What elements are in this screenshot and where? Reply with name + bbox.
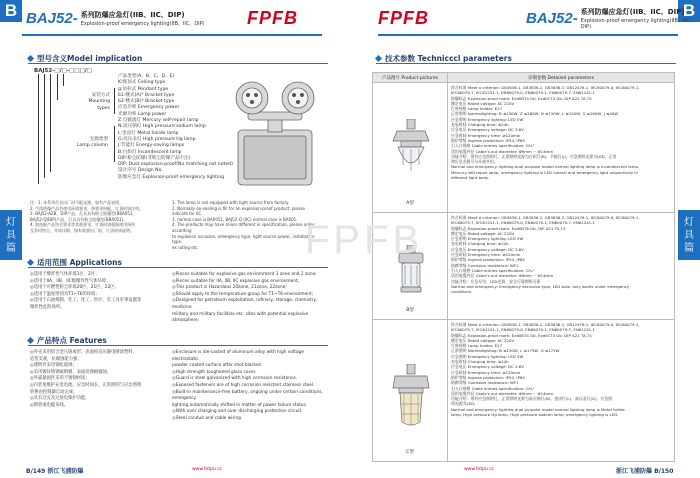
note-line: BAJ52-Q(DIP)产品，灯具具有粉尘防爆型(BBA051)。 [30,216,128,222]
param-line: 正常照明 Normallighting: B ≤150W, Z ≤160W, N ≤150W, L ≤150W, G ≤160W, J ≤40W [451,111,619,117]
sidebar-char: 灯 [6,216,16,228]
model-bracket [44,74,45,178]
feature-item: ◎Enclosure is die-casted of aluminum alloy with high voltage electrostatic [172,350,304,362]
param-line: 充电时间 Charging time: ≤24h [451,359,509,365]
param-line: 功能介绍：带有应急照明灯，正常照明光源为白炽灯(B)、节能灯(J)，应急照明光源为LED，正常 [451,153,617,159]
scope-item: ◎适用于石油炼制、化工、化工、医疗、军工及军事设施等 [30,298,142,304]
param-line: 防护等级 Ingress protection: IP54, IP65 [451,137,525,143]
sidebar-char: 具 [6,229,16,241]
param-line: 符合标准 Meet a criterion: GB3836.1, GB3836.2, GB3836.3, GB12476.1, IEC60079-0, IEC60079-1, [451,85,640,90]
param-line: IEC60079-7, IEC61241-1, EN60079-0, EN60079-1, EN60079-7, EN61241-1 [451,220,596,226]
param-line: 应急电压 Emergency voltage: DC 3.6V [451,246,524,252]
series-name-cn: 系列防爆应急灯(IIB、IIC、DIP) [580,7,685,16]
param-line: 额定电压 Rated voltage: AC 220V [451,337,515,343]
header-left [26,3,205,33]
param-line: 额定电压 Rated voltage: AC 220V [451,100,515,106]
table-row [373,83,674,213]
notes-en [172,200,322,250]
section-rule [28,267,328,268]
sidebar-char: 具 [684,229,694,241]
model-bracket [50,74,51,172]
param-line: 适用电缆外径 Cable's out diameter: Φ9mm ~ Φ14mm [451,390,554,396]
param-line: 防腐等级 Corrosion resistance: WF1 [451,380,519,386]
param-line: 引入口规格 Cable entries specification: G¾" [451,385,535,391]
param-line: 应急照明 Emergency lighting: LED 5W [451,236,524,242]
param-line: Normal and emergency: lighting dual purpose model normal lighting lamp is Metal halide [451,406,625,412]
parameters-table [372,72,675,462]
header-rule [22,34,322,36]
param-line: 应急照明 Emergency lighting: LED 5W [451,353,524,359]
scope-item: military and military facilities etc. sites with potential explosive atmosphere. [172,311,309,324]
param-line: 应急时间 Emergency time: ≥120min [451,132,521,138]
section-title-features: 产品特点 Features [28,335,107,346]
features-list-en [172,350,327,423]
detail-cell [448,213,674,319]
detail-cell [448,320,674,461]
feature-item: ◎Guard is steel galvanized with high corrosion resistance. [172,376,298,382]
scope-item: 爆炸性危险场所。 [30,304,65,310]
page-tab-right: B [678,0,700,22]
sidebar-char: 篇 [6,242,16,254]
param-line: 应急时间 Emergency time: ≥120min [451,369,521,375]
section-title-tech: 技术参数 Technicccl parameters [376,53,512,64]
param-line: 符合标准 Meet a criterion: GB3836.1, GB3836.2, GB3836.3, GB12476.1, IEC60079-0, IEC60079-1, [451,215,640,220]
diamond-icon [375,55,382,62]
model-line: Z:自镇流灯 Mercury self-repair lamp [118,118,199,124]
watermark: FPFB [305,218,424,262]
param-line: 防爆标志 Explosion-proof mark: ExdIIBT6 Gb, DIP A21 TA,T4 [451,225,566,231]
param-line: lamp, High pressure Hg lamp, High pressure sodium lamp, emergency lighting is LED. [451,412,619,418]
table-row [373,320,674,461]
model-line: G:高压汞灯 High pressure Hg lamp [118,136,196,142]
scope-item: ◎Designed for petroleum exploitation, refinery, storage, chemistry, medicine [172,298,318,310]
param-line: 明光源为LED。 [451,401,479,407]
scope-list-cn [30,272,170,312]
diamond-icon [27,337,34,344]
param-line: 功能介绍：应急专用，LED光源，安全可靠照明可靠 [451,278,541,284]
group-bracket [114,88,115,114]
model-legend [118,74,238,181]
series-title: BAJ52- [26,9,78,27]
product-image-a-type [391,119,431,179]
param-line: IEC60079-7, IEC61241-1, EN60079-0, EN60079-1, EN60079-7, EN61241-1 [451,90,596,96]
param-line: Normal and emergency: Emergency exclusive type, LED bulb, only works under emergency [451,283,630,289]
feature-item: ◎Steel conduit and cable wiring. [172,415,243,421]
param-line: different light body. [451,175,489,181]
note-line: 4. 如选配产品符合要求等其他要求，订货时请根据使用场所 [30,222,136,228]
sidebar-right [678,210,700,260]
product-picture-cell [373,83,448,212]
note-line: 1. The lamp is not equipped with light source from factory. [172,200,290,205]
brand-logo: FPFB [247,8,298,28]
param-line: 适用电缆外径 Cable's out diameter: Φ9mm ~ Φ14mm [451,273,554,279]
page-tab-left: B [0,0,22,22]
product-type-name: B型 [406,308,414,313]
model-line: b2:楼式(B)* Bracket type [118,99,175,105]
param-line: 防爆标志 Explosion-proof mark: ExdIIBT4 Gb, ExdIICT4 Gb, DIP A21 TA,T4 [451,332,592,338]
model-line: K:吸顶式 Ceiling type [118,80,166,86]
param-line: 功能介绍：带有应急照明灯，正常照明光源为高压钠灯(N)、金卤灯(L)、高压汞灯(G)，应急照 [451,396,613,402]
column-header: 产品图片 Product pictures [373,73,448,82]
model-bracket [38,74,39,184]
model-code: BAJ52-□/□-□□□/□ [34,68,92,74]
model-line: 防爆应急灯 Explosion-proof emergency lighting [118,174,225,180]
param-line: 引入口规格 Cable entries specification: G¾" [451,267,535,273]
feature-item: 转换由控制器自动完成； [30,389,78,395]
footer-url-left[interactable]: www.fetpu.cc [192,467,223,472]
scope-list-en [172,272,327,325]
param-line: 引入口规格 Cable entries specification: G¾" [451,143,535,149]
product-type-name: A型 [406,201,414,206]
scope-item: ◎适用于IIA、IIB、IIC级爆炸性气体环境； [30,278,111,284]
series-title: BAJ52- [526,9,578,27]
column-header: 详细参数 Detailed parameters [528,75,594,81]
param-line: 和应急光源可分开或共用。 [451,159,498,165]
product-image-double-head [230,72,320,192]
product-picture-cell [373,320,448,461]
param-line: 适用电缆外径 Cable's out diameter: Φ9mm ~ Φ14mm [451,148,554,154]
table-header [373,73,674,83]
detail-cell [448,83,674,212]
model-line: N:高压钠灯 High pressure sodium lamp [118,124,206,130]
feature-item: ◎外壳采用铝合金压铸成形，表面经高压静电喷涂塑料， [30,350,137,355]
footer-page-right: 浙江飞浦防爆 B/150 [616,468,674,475]
note-line: 3. normal case is BA0051, BAJ52-Q (IIC) normal case is BA001. [172,216,298,222]
model-bracket [57,74,58,100]
param-line: Mercury self-repair lamp, emergency lighting is LED normal and emergency light respectively in [451,169,638,175]
model-line: B:白炽灯 Incandescent lamp [118,149,182,155]
feature-item: ◎High strength toughened glass cover. [172,369,257,375]
scope-item: ◎适用于可燃性粉尘环境20区、21区、22区； [30,285,119,291]
feature-item: lighting automatically shifted in matter of power failure status. [172,402,308,408]
product-image-c-type [391,364,431,430]
series-name-en: Explosion-proof emergency lighting(IIB、IIC、DIP) [80,20,205,27]
scope-item: ◎Should apply to the temperature group for T1~T6 environment; [172,291,314,297]
section-rule [28,345,328,346]
model-line: g:吊杆式 Pendant type [118,86,169,92]
series-name-cn: 系列防爆应急灯(IIB、IIC、DIP) [80,10,185,19]
param-line: 额定电压 Rated voltage: AC 220V [451,230,515,236]
param-line: 充电时间 Charging time: ≤24h [451,122,509,128]
model-line: 光源功率 Lamp power [118,111,167,117]
section-rule [28,63,328,64]
param-line: IEC60079-7, IEC61241-1, EN60079-0, EN60079-1, EN60079-7, EN61241-1 [451,327,596,333]
param-line: 充电时间 Charging time: ≤24h [451,241,509,247]
model-bracket [63,74,64,86]
brand-logo: FPFB [378,8,429,28]
model-line: 设计序号 Design No. [118,168,163,174]
product-type-name: C型 [406,450,414,455]
model-line: L:金卤灯 Metal halide lamp [118,130,179,136]
scope-item: ◎Pieces suitable for explosive gas environment 1 zone and 2 zone; [172,272,317,277]
note-line: 4. The products may have minor different in specification, please order according [172,222,315,233]
scope-item: ◎适用于爆炸性气体环境1区、2区； [30,272,100,277]
model-line: J:节能灯 Energy-saving lamps [118,143,185,149]
param-line: conditions. [451,289,473,295]
note-line: 注：1. 本系列灯具出厂时不配光源，如有产品说明。 [30,200,124,205]
scope-item: ◎Pieces suitable for IIA, IIB, IIC explosive gas environment; [172,278,300,284]
param-line: 灯座规格 Lamp holder: E27 [451,343,503,349]
model-line: 应急功率 Emergency power [118,105,180,111]
feature-item: ◎透明件采用钢化玻璃； [30,363,77,369]
note-line: to explosion occasion, emergency type, light source power, installation type, [172,233,315,245]
param-line: 应急电压 Emergency voltage: DC 3.6V [451,364,524,370]
feature-item: 造型美观，抗腐蚀能力强； [30,356,82,362]
feature-item: ◎Built-in maintenance-free battery, ongoing under certain conditions, emergency [172,389,323,402]
section-title-model: 型号含义Model implication [28,53,142,64]
scope-item: ◎This product is Hazardous 20zone, 21zone, 22zone; [172,285,287,291]
note-line: 3. BAJ52-AZB、DIP产品，灯具具有粉尘防爆型(BBA051， [30,211,137,217]
sidebar-char: 篇 [684,242,694,254]
param-line: 防腐等级 Corrosion resistance: WF1 [451,262,519,268]
section-title-scope: 适用范围 Applications [28,257,122,268]
feature-item: powder coated surface after shot blasted. [172,363,263,369]
footer-page-left: B/149 浙江飞浦防爆 [26,468,84,475]
feature-item: ◎内装免维护充电电池，应急时间长，正常照明与应急照明 [30,382,142,388]
sidebar-left [0,210,22,260]
diamond-icon [27,55,34,62]
model-line: 产品类型(A、B、C、D、E) [118,74,175,79]
section-rule [376,63,676,64]
param-line: 正常照明 Normallighting: N ≤150W, L ≤175W, G ≤175W [451,348,560,354]
feature-item: ◎具有过充及过放电保护功能， [30,396,90,402]
model-line: DIP: Dust explosion-proof(No matching not noted) [118,162,233,168]
note-line: ex rating etc. [172,244,199,250]
model-line: DIP:粉尘防爆(非粉尘防爆产品不注) [118,155,191,161]
param-line: 防爆标志 Explosion-proof mark: ExdIIBT4 Gb, ExdIICT4 Gb, DIP A21 TA,T4 [451,95,592,101]
group-bracket [114,126,115,162]
param-line: 防护等级 Ingress protection: IP54, IP65 [451,374,525,380]
param-line: 应急时间 Emergency time: ≥120min [451,252,521,258]
param-line: 防护等级 Ingress protection: IP54, IP65 [451,257,525,263]
features-list-cn [30,350,170,409]
diamond-icon [27,259,34,266]
feature-item: ◎钢管或电缆布线。 [30,402,69,408]
note-line: 2. Normally on-sealing is fill for an explosion-proof product. please indicate for IIC. [172,205,305,217]
notes-cn [30,200,170,234]
series-name-en: Explosion-proof emergency lighting(IIB、IIC、DIP) [580,17,695,30]
feature-item: ◎Exposed fasteners are of high corrosion resistant stainless steel. [172,382,315,388]
header-rule [378,34,678,36]
feature-item: ◎采用镀锌铸钢或钢板，表面处理耐腐蚀； [30,369,112,375]
sidebar-char: 灯 [684,216,694,228]
mounting-label: 安装方式 Mounting types [88,93,110,111]
lamp-type-label: 光源类型 Lamp column [76,137,108,149]
footer-url-right[interactable]: www.fetpu.cc [464,467,495,472]
param-line: 符合标准 Meet a criterion: GB3836.1, GB3836.2, GB3836.3, GB12476.1, IEC60079-0, IEC60079-1, [451,322,640,327]
param-line: Normal and emergency: lighting dual purpose model normal lighting lamp is Incandescent lamp, [451,164,640,170]
param-line: 应急照明 Emergency lighting: LED 5W [451,116,524,122]
note-line: 及各项特点，并请详细，如有需要出厂前，订货时请说明。 [30,227,134,233]
param-line: 应急电压 Emergency voltage: DC 3.6V [451,127,524,133]
scope-item: ◎适用于温度组别为T1~T6的环境； [30,291,100,297]
feature-item: ◎外露紧固件采用不锈钢材质； [30,376,90,382]
note-line: 2. 气体防爆产品有使用环境要求，按要求时配，订货时请注明。 [30,205,144,211]
model-line: b1:楼式(A)* Bracket type [118,92,175,98]
feature-item: ◎With over charging and over discharging protection circuit. [172,409,303,415]
param-line: 灯座规格 Lamp holder: E27 [451,106,503,112]
header-right [526,3,700,33]
